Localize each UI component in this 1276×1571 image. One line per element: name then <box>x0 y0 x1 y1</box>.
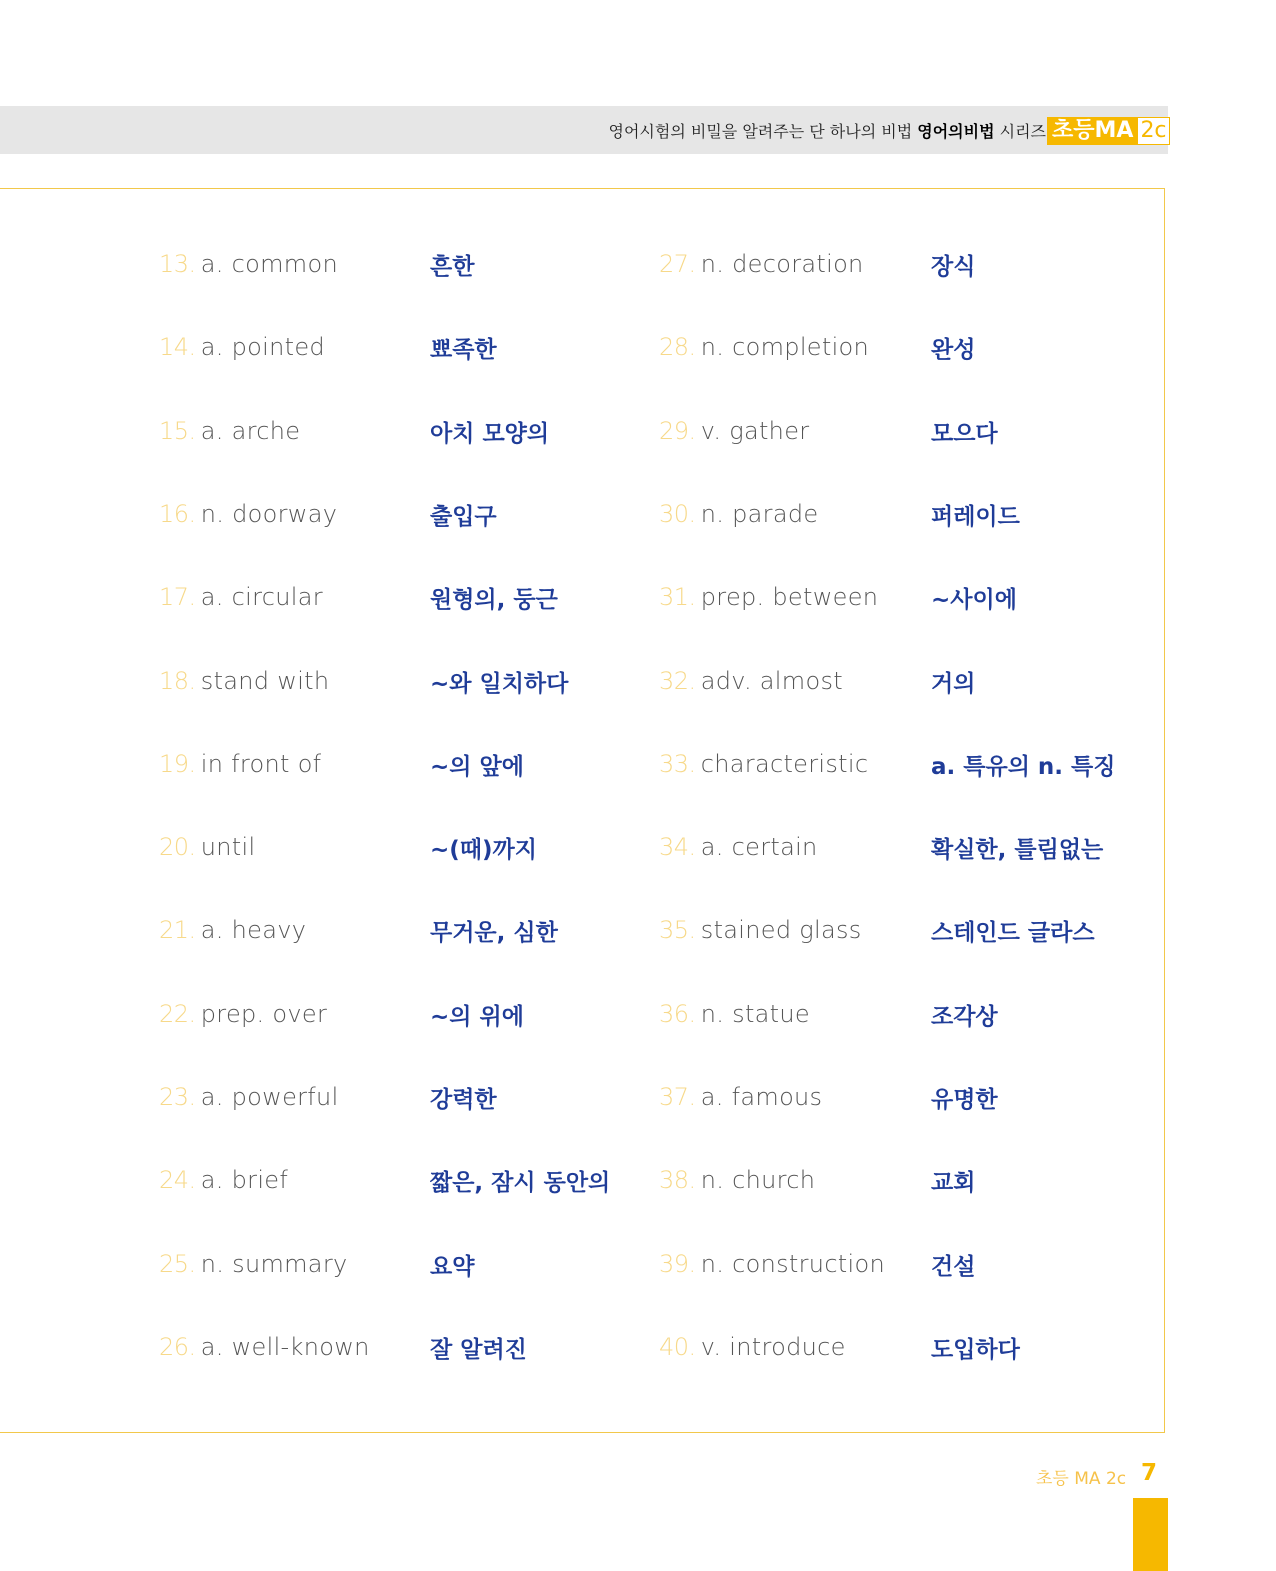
vocab-meaning: 짧은, 잠시 동안의 <box>430 1170 611 1196</box>
vocab-word: n. summary <box>200 1250 348 1278</box>
vocab-word: stained glass <box>700 916 862 944</box>
vocab-number: 28. <box>659 333 696 361</box>
vocab-word: n. completion <box>700 333 870 361</box>
vocab-word: n. parade <box>700 500 819 528</box>
vocabulary-box <box>0 188 1165 1433</box>
vocab-meaning: 확실한, 틀림없는 <box>931 837 1104 863</box>
vocab-meaning: 모으다 <box>931 421 998 447</box>
vocab-meaning: 건설 <box>931 1254 976 1280</box>
vocab-number: 18. <box>159 667 196 695</box>
vocab-word: a. famous <box>700 1083 823 1111</box>
vocab-number: 31. <box>659 583 696 611</box>
vocab-word: n. decoration <box>700 250 864 278</box>
vocab-term <box>159 916 306 944</box>
vocab-meaning: ~사이에 <box>931 587 1017 613</box>
vocab-meaning: 무거운, 심한 <box>430 920 558 946</box>
vocab-number: 32. <box>659 667 696 695</box>
vocab-word: a. pointed <box>200 333 325 361</box>
vocab-term <box>659 667 843 695</box>
vocab-meaning: 잘 알려진 <box>430 1337 527 1363</box>
vocab-word: n. church <box>700 1166 816 1194</box>
vocab-word: until <box>200 833 256 861</box>
vocab-meaning: ~의 앞에 <box>430 754 524 780</box>
vocab-meaning: 도입하다 <box>931 1337 1020 1363</box>
vocab-word: v. introduce <box>700 1333 846 1361</box>
vocab-term <box>659 833 818 861</box>
vocab-meaning: 흔한 <box>430 254 475 280</box>
series-badge <box>1047 117 1168 145</box>
vocab-word: in front of <box>200 750 322 778</box>
vocab-term <box>659 583 878 611</box>
vocab-number: 35. <box>659 916 696 944</box>
footer-label: 초등 MA 2c <box>1036 1469 1127 1489</box>
vocab-term <box>159 417 300 445</box>
header-tagline-text: 영어시험의 비밀을 알려주는 단 하나의 비법 <box>608 122 913 141</box>
vocab-term <box>159 583 323 611</box>
vocab-term <box>659 750 868 778</box>
page-tab <box>1133 1498 1168 1571</box>
vocab-term <box>159 1333 370 1361</box>
vocab-term <box>159 1000 327 1028</box>
vocab-number: 30. <box>659 500 696 528</box>
vocab-word: v. gather <box>700 417 810 445</box>
vocab-word: prep. between <box>700 583 879 611</box>
vocab-meaning: 완성 <box>931 337 976 363</box>
vocab-term <box>159 833 255 861</box>
vocab-term <box>659 333 869 361</box>
vocab-word: a. well-known <box>200 1333 370 1361</box>
vocab-word: a. brief <box>200 1166 289 1194</box>
vocab-meaning: ~와 일치하다 <box>430 671 569 697</box>
vocab-word: stand with <box>200 667 330 695</box>
vocab-word: a. common <box>200 250 338 278</box>
vocab-word: n. doorway <box>200 500 338 528</box>
vocab-meaning: a. 특유의 n. 특징 <box>931 754 1116 780</box>
vocab-number: 34. <box>659 833 696 861</box>
vocab-number: 25. <box>159 1250 196 1278</box>
vocab-term <box>659 417 809 445</box>
vocab-meaning: 장식 <box>931 254 976 280</box>
vocab-term <box>159 1250 347 1278</box>
vocab-word: characteristic <box>700 750 869 778</box>
vocab-number: 15. <box>159 417 196 445</box>
vocab-number: 20. <box>159 833 196 861</box>
vocab-word: a. arche <box>200 417 301 445</box>
vocab-word: n. construction <box>700 1250 885 1278</box>
vocab-number: 14. <box>159 333 196 361</box>
vocab-term <box>159 1166 288 1194</box>
vocab-number: 39. <box>659 1250 696 1278</box>
header-brand: 영어의비법 <box>917 122 995 141</box>
vocab-term <box>159 667 329 695</box>
vocab-number: 19. <box>159 750 196 778</box>
vocab-meaning: 조각상 <box>931 1004 998 1030</box>
vocab-number: 37. <box>659 1083 696 1111</box>
vocab-term <box>659 500 818 528</box>
vocab-meaning: 요약 <box>430 1254 475 1280</box>
vocab-word: prep. over <box>200 1000 328 1028</box>
vocab-term <box>659 250 864 278</box>
vocab-meaning: 출입구 <box>430 504 497 530</box>
vocab-number: 26. <box>159 1333 196 1361</box>
vocab-term <box>659 916 862 944</box>
vocab-number: 23. <box>159 1083 196 1111</box>
vocab-term <box>159 250 338 278</box>
vocab-term <box>659 1333 846 1361</box>
vocab-meaning: 원형의, 둥근 <box>430 587 558 613</box>
vocab-term <box>159 750 321 778</box>
vocab-number: 13. <box>159 250 196 278</box>
vocab-number: 21. <box>159 916 196 944</box>
header-series: 시리즈 <box>999 122 1046 141</box>
vocab-meaning: 유명한 <box>931 1087 998 1113</box>
vocab-number: 22. <box>159 1000 196 1028</box>
vocab-number: 16. <box>159 500 196 528</box>
vocab-term <box>659 1083 822 1111</box>
vocab-meaning: 퍼레이드 <box>931 504 1020 530</box>
vocab-number: 40. <box>659 1333 696 1361</box>
vocab-word: a. heavy <box>200 916 307 944</box>
vocab-number: 24. <box>159 1166 196 1194</box>
vocab-number: 17. <box>159 583 196 611</box>
vocab-meaning: 뾰족한 <box>430 337 497 363</box>
vocab-term <box>659 1000 810 1028</box>
vocab-word: adv. almost <box>700 667 843 695</box>
series-badge-main: 초등MA <box>1047 117 1137 145</box>
vocab-meaning: ~(때)까지 <box>430 837 537 863</box>
vocab-number: 29. <box>659 417 696 445</box>
header-tagline <box>609 119 1046 142</box>
vocab-term <box>159 1083 339 1111</box>
vocab-meaning: 교회 <box>931 1170 976 1196</box>
vocab-word: a. certain <box>700 833 818 861</box>
vocab-meaning: 거의 <box>931 671 976 697</box>
series-badge-suffix: 2c <box>1137 117 1169 145</box>
vocab-meaning: ~의 위에 <box>430 1004 524 1030</box>
vocab-number: 38. <box>659 1166 696 1194</box>
vocab-meaning: 강력한 <box>430 1087 497 1113</box>
vocab-term <box>159 500 337 528</box>
vocab-word: a. powerful <box>200 1083 339 1111</box>
vocab-meaning: 아치 모양의 <box>430 421 550 447</box>
vocab-term <box>659 1250 885 1278</box>
vocab-word: a. circular <box>200 583 323 611</box>
page-number: 7 <box>1141 1460 1158 1486</box>
vocab-term <box>659 1166 815 1194</box>
vocab-meaning: 스테인드 글라스 <box>931 920 1095 946</box>
vocab-number: 27. <box>659 250 696 278</box>
vocab-word: n. statue <box>700 1000 810 1028</box>
vocab-number: 36. <box>659 1000 696 1028</box>
vocab-term <box>159 333 325 361</box>
vocab-number: 33. <box>659 750 696 778</box>
